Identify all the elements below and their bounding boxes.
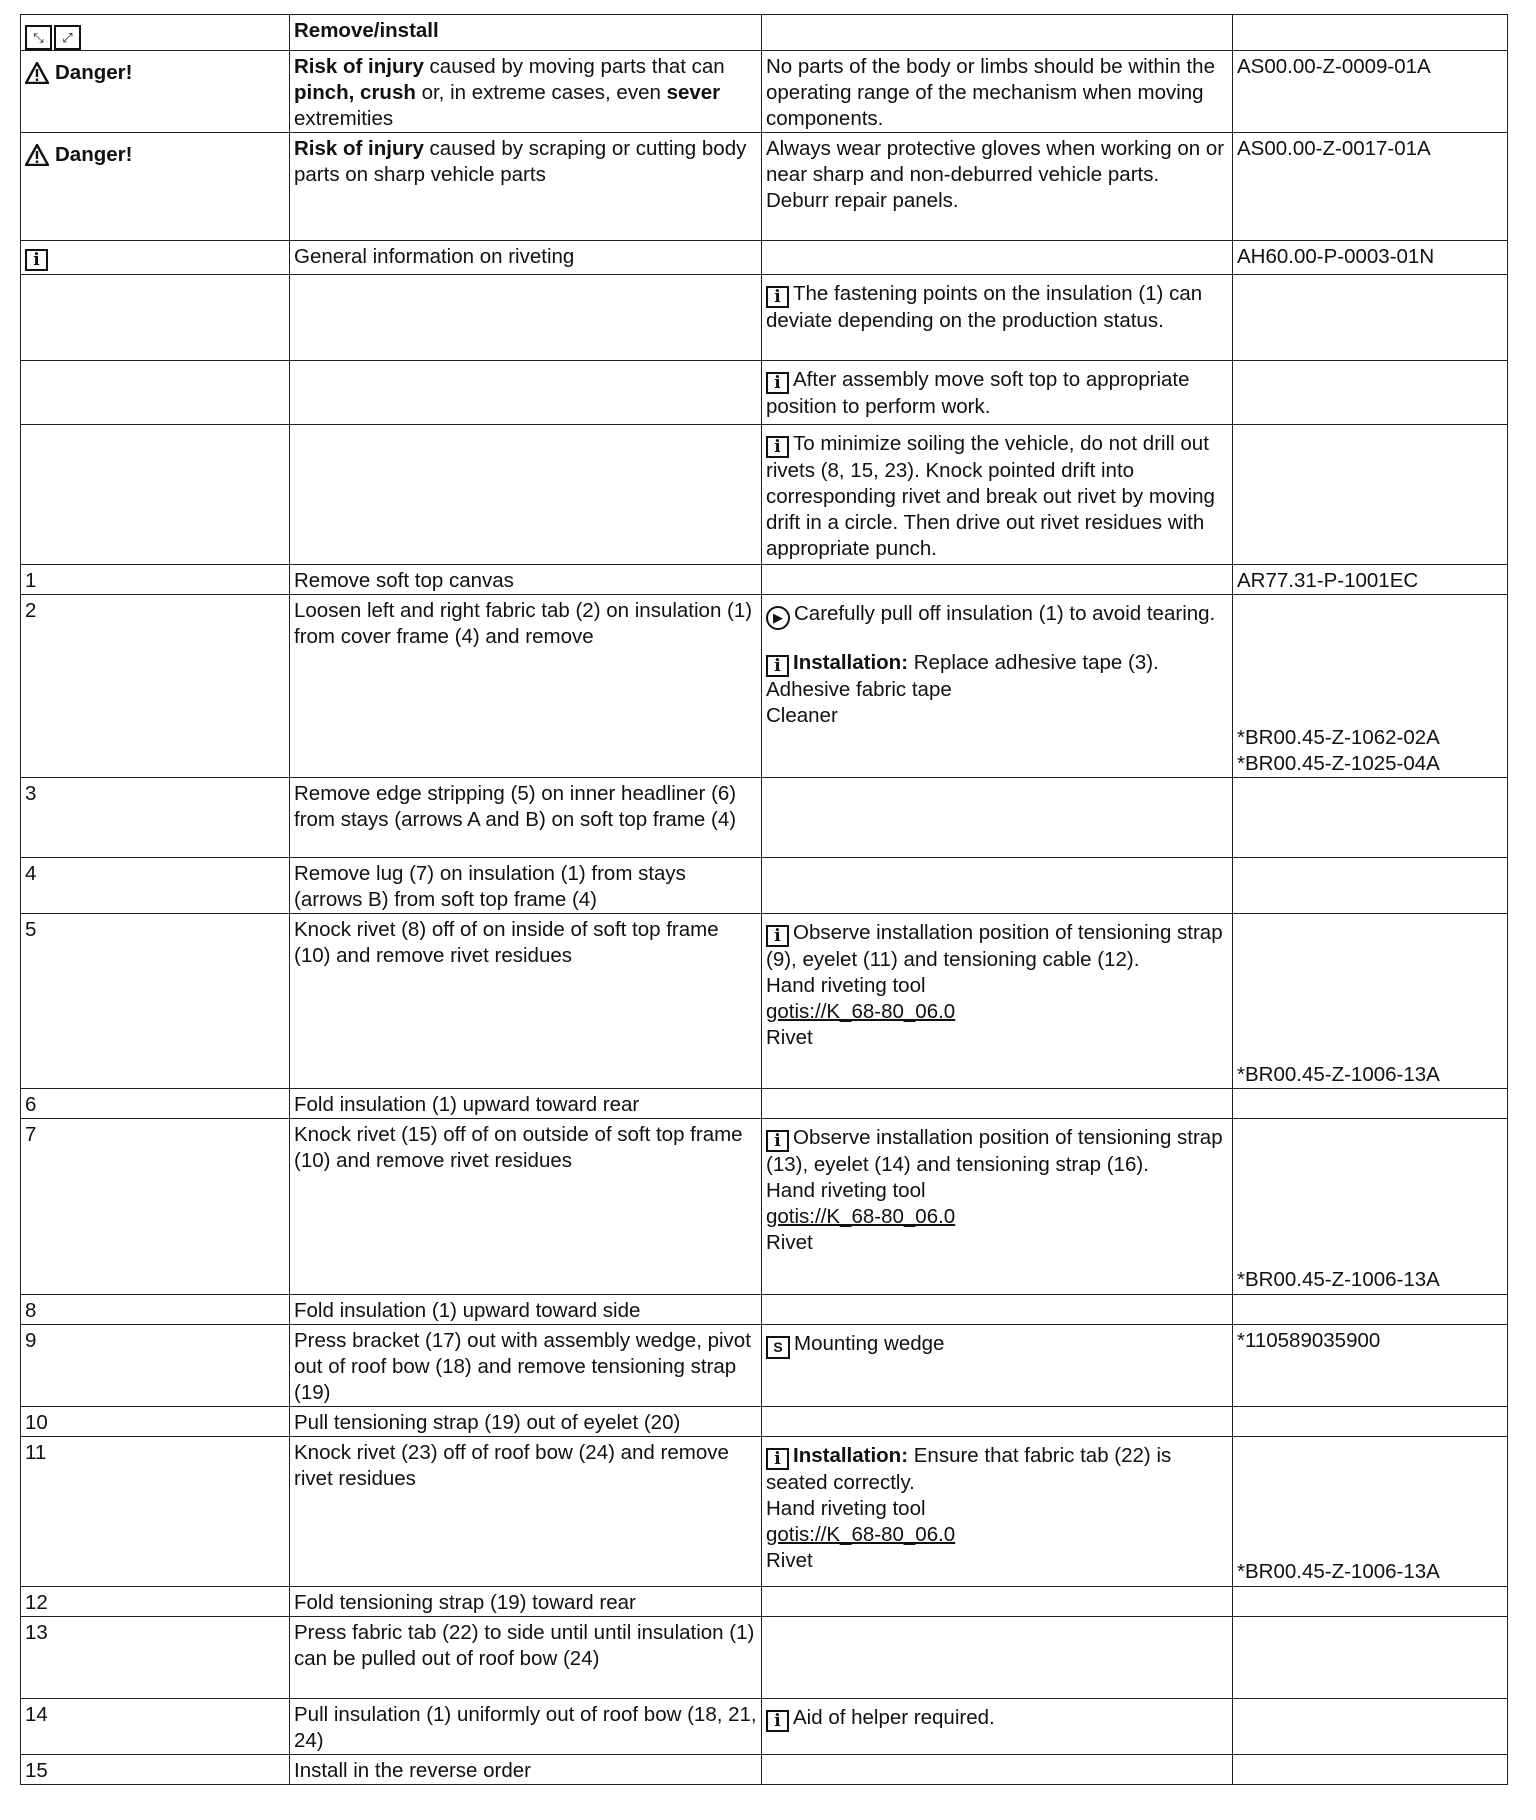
step-row	[21, 858, 1508, 914]
step-text: Press bracket (17) out with assembly wedge, pivot out of roof bow (18) and remove tensioning strap (19)	[290, 1325, 762, 1407]
step-note: Observe installation position of tensioning strap (13), eyelet (14) and tensioning strap (16).	[766, 1126, 1223, 1176]
header-icons-cell	[21, 15, 290, 51]
procedure-table	[20, 14, 1508, 1785]
danger-label: Danger!	[55, 143, 133, 166]
step-text: Knock rivet (23) off of roof bow (24) and remove rivet residues	[290, 1437, 762, 1587]
step-text: Press fabric tab (22) to side until until insulation (1) can be pulled out of roof bow (24)	[290, 1617, 762, 1699]
info-icon: i	[766, 925, 789, 947]
danger-measure: Always wear protective gloves when working on or near sharp and non-deburred vehicle parts. Deburr repair panels.	[762, 133, 1233, 241]
step-row	[21, 1587, 1508, 1617]
tool-label: Hand riveting tool	[766, 1497, 926, 1520]
step-number: 13	[21, 1617, 290, 1699]
note-text: To minimize soiling the vehicle, do not drill out rivets (8, 15, 23). Knock pointed drift into corresponding rivet and break out rivet by moving drift in a circle. Then drive out rivet residues with appropriate punch.	[766, 432, 1215, 560]
info-ref-link[interactable]: AH60.00-P-0003-01N	[1233, 241, 1508, 275]
step-number: 5	[21, 914, 290, 1089]
consumable-ref-link[interactable]: *BR00.45-Z-1025-04A	[1237, 752, 1440, 775]
step-row	[21, 1699, 1508, 1755]
caution-turn-icon: ▶	[766, 606, 790, 630]
consumable-item: Adhesive fabric tape	[766, 678, 952, 701]
step-row: 11 Knock rivet (23) off of roof bow (24) and remove rivet residues i Installation: Ensure that fabric tab (22) is seated correctly. Hand riveting tool gotis://K_68-80_06.0 Rivet *BR00.45-Z-1006-13A	[21, 1437, 1508, 1587]
step-text: Pull insulation (1) uniformly out of roof bow (18, 21, 24)	[290, 1699, 762, 1755]
step-text: Pull tensioning strap (19) out of eyelet (20)	[290, 1407, 762, 1437]
step-number: 7	[21, 1119, 290, 1295]
info-icon: i	[766, 372, 789, 394]
info-icon: i	[766, 286, 789, 308]
info-icon: i	[766, 1130, 789, 1152]
step-row	[21, 1295, 1508, 1325]
info-icon: i	[766, 436, 789, 458]
tool-label: Hand riveting tool	[766, 974, 926, 997]
step-row	[21, 778, 1508, 858]
consumable-item: Rivet	[766, 1026, 813, 1049]
step-note: Observe installation position of tensioning strap (9), eyelet (11) and tensioning cable (12).	[766, 921, 1223, 971]
danger-ref-link[interactable]: AS00.00-Z-0017-01A	[1233, 133, 1508, 241]
step-note: Aid of helper required.	[793, 1706, 995, 1729]
note-row	[21, 275, 1508, 361]
step-row	[21, 1755, 1508, 1785]
step-text: Install in the reverse order	[290, 1755, 762, 1785]
tool-ref-link[interactable]: *110589035900	[1233, 1325, 1508, 1407]
step-row: 2 Loosen left and right fabric tab (2) on insulation (1) from cover frame (4) and remove ▶ Carefully pull off insulation (1) to avoid tearing. i Installation: Replace adhesive tape (3). Adhesive fabric tape Cleaner *BR00.45-Z-1062-02A *BR00.45-Z-1025-04A	[21, 595, 1508, 778]
step-number: 8	[21, 1295, 290, 1325]
info-icon: i	[25, 249, 48, 271]
info-row	[21, 241, 1508, 275]
tool-link[interactable]: gotis://K_68-80_06.0	[766, 1205, 956, 1228]
step-text: Remove edge stripping (5) on inner headliner (6) from stays (arrows A and B) on soft top frame (4)	[290, 778, 762, 858]
step-number: 14	[21, 1699, 290, 1755]
note-text: The fastening points on the insulation (1) can deviate depending on the production status.	[766, 282, 1203, 332]
step-number: 11	[21, 1437, 290, 1587]
step-row	[21, 565, 1508, 595]
danger-label: Danger!	[55, 61, 133, 84]
note-text: After assembly move soft top to appropriate position to perform work.	[766, 368, 1190, 418]
consumable-item: Rivet	[766, 1231, 813, 1254]
note-row	[21, 425, 1508, 565]
step-number: 15	[21, 1755, 290, 1785]
step-text: Fold insulation (1) upward toward rear	[290, 1089, 762, 1119]
step-text: Loosen left and right fabric tab (2) on insulation (1) from cover frame (4) and remove	[290, 595, 762, 778]
step-note: Carefully pull off insulation (1) to avoid tearing.	[794, 602, 1216, 625]
consumable-item: Rivet	[766, 1549, 813, 1572]
warning-triangle-icon	[25, 144, 49, 166]
consumable-ref-link[interactable]: *BR00.45-Z-1006-13A	[1237, 1063, 1440, 1086]
step-number: 12	[21, 1587, 290, 1617]
step-number: 3	[21, 778, 290, 858]
expand-icon[interactable]: ⤡	[25, 25, 52, 50]
table-header-row	[21, 15, 1508, 51]
warning-triangle-icon	[25, 62, 49, 84]
step-row	[21, 1617, 1508, 1699]
special-tool-icon: S	[766, 1336, 790, 1359]
danger-risk-text: Risk of injury caused by moving parts that can pinch, crush or, in extreme cases, even sever extremities	[290, 51, 762, 133]
note-row	[21, 361, 1508, 425]
consumable-ref-link[interactable]: *BR00.45-Z-1006-13A	[1237, 1560, 1440, 1583]
info-icon: i	[766, 655, 789, 677]
step-text: Remove lug (7) on insulation (1) from stays (arrows B) from soft top frame (4)	[290, 858, 762, 914]
step-number: 2	[21, 595, 290, 778]
tool-label: Mounting wedge	[794, 1332, 945, 1355]
step-text: Knock rivet (8) off of on inside of soft top frame (10) and remove rivet residues	[290, 914, 762, 1089]
tool-link[interactable]: gotis://K_68-80_06.0	[766, 1000, 956, 1023]
info-text: General information on riveting	[290, 241, 762, 275]
step-text: Knock rivet (15) off of on outside of soft top frame (10) and remove rivet residues	[290, 1119, 762, 1295]
step-ref-link[interactable]: AR77.31-P-1001EC	[1233, 565, 1508, 595]
info-icon: i	[766, 1710, 789, 1732]
step-row	[21, 1089, 1508, 1119]
danger-ref-link[interactable]: AS00.00-Z-0009-01A	[1233, 51, 1508, 133]
step-number: 6	[21, 1089, 290, 1119]
danger-row	[21, 51, 1508, 133]
step-number: 1	[21, 565, 290, 595]
step-row	[21, 1407, 1508, 1437]
step-row	[21, 1325, 1508, 1407]
step-row	[21, 1119, 1508, 1295]
danger-risk-text: Risk of injury caused by scraping or cutting body parts on sharp vehicle parts	[290, 133, 762, 241]
step-text: Fold tensioning strap (19) toward rear	[290, 1587, 762, 1617]
danger-row	[21, 133, 1508, 241]
step-number: 4	[21, 858, 290, 914]
danger-measure: No parts of the body or limbs should be within the operating range of the mechanism when moving components.	[762, 51, 1233, 133]
collapse-icon[interactable]: ⤢	[54, 25, 81, 50]
step-text: Remove soft top canvas	[290, 565, 762, 595]
consumable-item: Cleaner	[766, 704, 838, 727]
step-text: Fold insulation (1) upward toward side	[290, 1295, 762, 1325]
tool-link[interactable]: gotis://K_68-80_06.0	[766, 1523, 956, 1546]
info-icon: i	[766, 1448, 789, 1470]
step-row	[21, 914, 1508, 1089]
consumable-ref-link[interactable]: *BR00.45-Z-1006-13A	[1237, 1268, 1440, 1291]
consumable-ref-link[interactable]: *BR00.45-Z-1062-02A	[1237, 726, 1440, 749]
tool-label: Hand riveting tool	[766, 1179, 926, 1202]
step-number: 10	[21, 1407, 290, 1437]
step-number: 9	[21, 1325, 290, 1407]
header-title: Remove/install	[290, 15, 762, 51]
